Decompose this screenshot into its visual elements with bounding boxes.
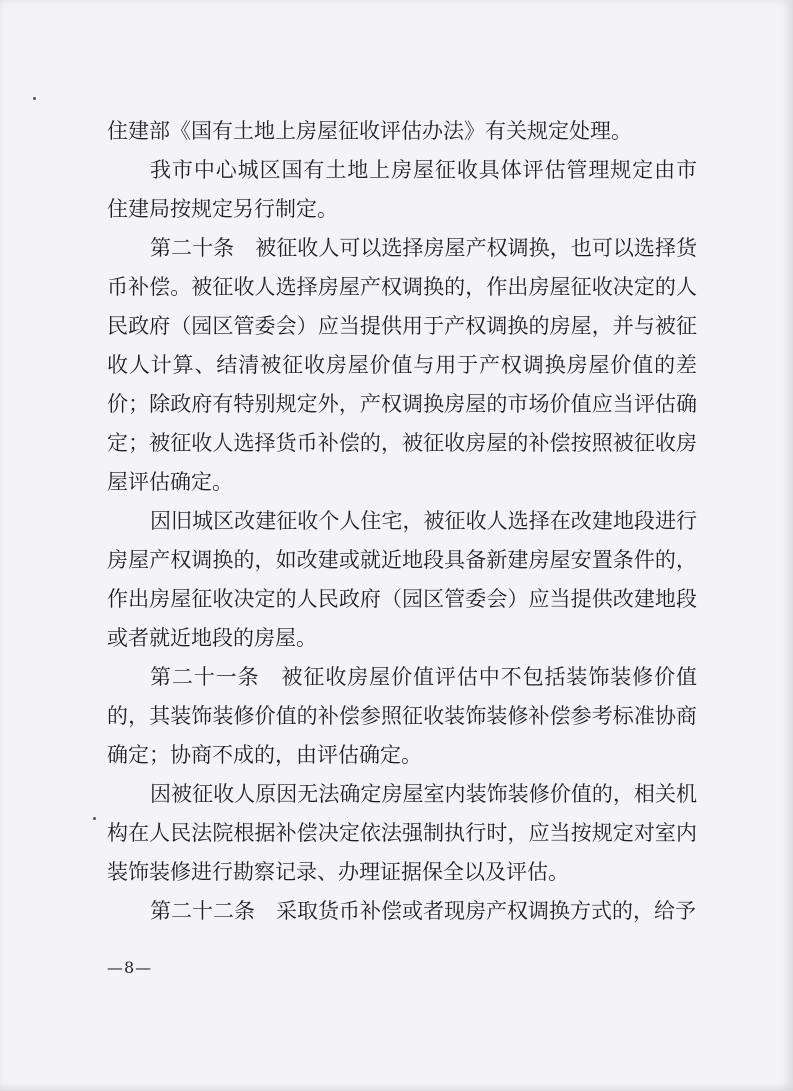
text-line: 装饰装修进行勘察记录、办理证据保全以及评估。 (107, 860, 569, 884)
scan-speck (93, 817, 96, 820)
paragraph (107, 229, 697, 502)
scan-speck (33, 97, 36, 100)
text-line: 定；被征收人选择货币补偿的，被征收房屋的补偿按照被征收房 (107, 431, 697, 455)
text-line: 民政府（园区管委会）应当提供用于产权调换的房屋，并与被征 (107, 314, 697, 338)
text-line: 第二十一条 被征收房屋价值评估中不包括装饰装修价值 (150, 665, 697, 689)
text-line: 作出房屋征收决定的人民政府（园区管委会）应当提供改建地段 (107, 587, 697, 611)
text-line: 住建局按规定另行制定。 (107, 197, 338, 221)
body-text (107, 112, 697, 931)
text-line: 价；除政府有特别规定外，产权调换房屋的市场价值应当评估确 (107, 392, 697, 416)
text-line: 因被征收人原因无法确定房屋室内装饰装修价值的，相关机 (150, 782, 697, 806)
paragraph (107, 151, 697, 229)
text-line: 第二十条 被征收人可以选择房屋产权调换，也可以选择货 (150, 236, 697, 260)
text-line: 第二十二条 采取货币补偿或者现房产权调换方式的，给予 (150, 899, 696, 923)
text-line: 屋评估确定。 (107, 470, 233, 494)
paragraph (107, 658, 697, 775)
text-line: 收人计算、结清被征收房屋价值与用于产权调换房屋价值的差 (107, 353, 697, 377)
text-line: 构在人民法院根据补偿决定依法强制执行时，应当按规定对室内 (107, 821, 697, 845)
page-number: —8— (107, 958, 153, 977)
paragraph (107, 892, 697, 931)
text-line: 住建部《国有土地上房屋征收评估办法》有关规定处理。 (107, 119, 632, 143)
text-line: 币补偿。被征收人选择房屋产权调换的，作出房屋征收决定的人 (107, 275, 697, 299)
paragraph (107, 112, 697, 151)
paragraph (107, 775, 697, 892)
text-line: 的，其装饰装修价值的补偿参照征收装饰装修补偿参考标准协商 (107, 704, 697, 728)
text-line: 或者就近地段的房屋。 (107, 626, 317, 650)
text-line: 房屋产权调换的，如改建或就近地段具备新建房屋安置条件的， (107, 548, 697, 572)
text-line: 我市中心城区国有土地上房屋征收具体评估管理规定由市 (150, 158, 697, 182)
text-line: 确定；协商不成的，由评估确定。 (107, 743, 422, 767)
text-line: 因旧城区改建征收个人住宅，被征收人选择在改建地段进行 (150, 509, 697, 533)
paragraph (107, 502, 697, 658)
